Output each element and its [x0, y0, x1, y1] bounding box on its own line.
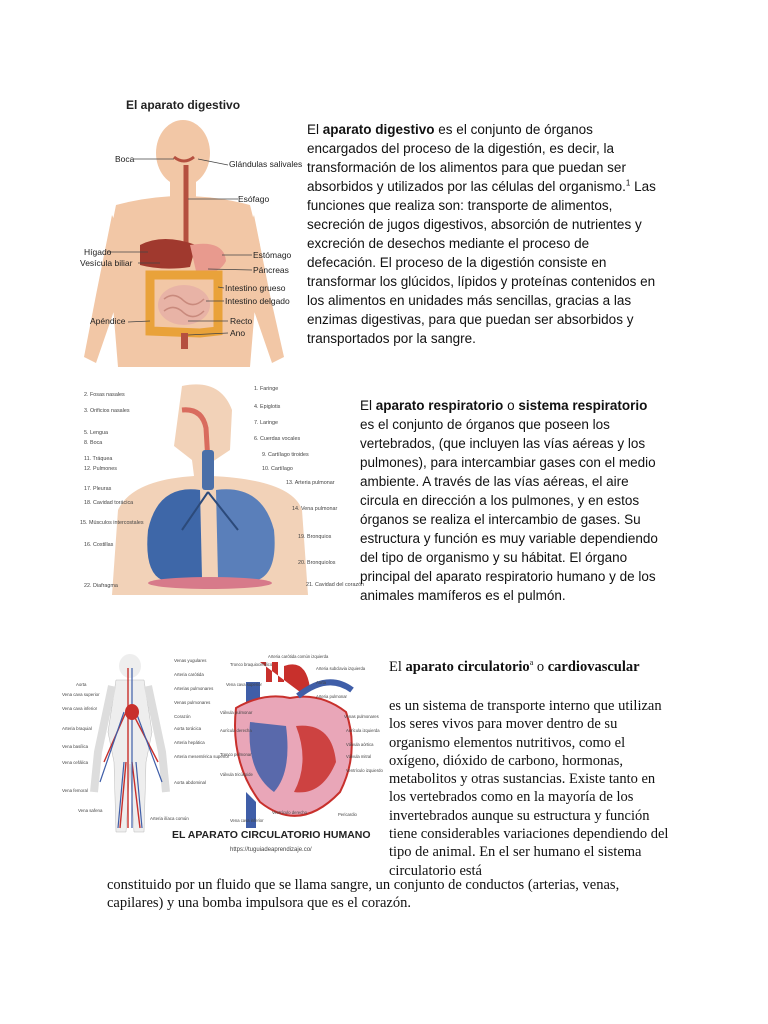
resp-label-right: 14. Vena pulmonar: [292, 506, 338, 512]
label-boca: Boca: [115, 154, 135, 164]
heart-label: Aurícula izquierda: [346, 728, 380, 733]
circ-label: Arteria hepática: [174, 740, 205, 745]
heart-label: Válvula aórtica: [346, 742, 374, 747]
circulatory-figure-title: EL APARATO CIRCULATORIO HUMANO: [172, 829, 371, 841]
trachea-shape: [202, 450, 214, 490]
respiratory-system-figure: [62, 380, 365, 595]
footnote-ref: a: [529, 658, 534, 668]
heart-label: Tronco braquiocefálico: [230, 662, 273, 667]
heart-mini-shape: [125, 704, 139, 720]
text-run: El: [307, 122, 323, 137]
circ-label: Arteria ilíaca común: [150, 816, 189, 821]
label-intestino-grueso: Intestino grueso: [225, 283, 286, 293]
label-pancreas: Páncreas: [253, 265, 289, 275]
resp-label-right: 13. Arteria pulmonar: [286, 480, 335, 486]
term-aparato-digestivo: aparato digestivo: [322, 122, 435, 137]
resp-label-right: 20. Bronquiolos: [298, 560, 336, 566]
circ-label: Vena femoral: [62, 788, 88, 793]
circ-label: Vena safena: [78, 808, 103, 813]
digestive-paragraph: [307, 120, 657, 348]
term-aparato-respiratorio: aparato respiratorio: [375, 398, 504, 413]
heart-label: Venas pulmonares: [344, 714, 379, 719]
resp-label-right: 21. Cavidad del corazón: [306, 582, 365, 588]
resp-label-left: 12. Pulmones: [84, 466, 117, 472]
resp-label-right: 10. Cartílago: [262, 466, 293, 472]
heart-label: Válvula tricúspide: [220, 772, 253, 777]
heart-label: Vena cava superior: [226, 682, 262, 687]
label-glandulas-salivales: Glándulas salivales: [229, 159, 303, 169]
circ-label: Arteria mesentérica superior: [174, 754, 230, 759]
text-run: Las funciones que realiza son: transporte de alimentos, secreción de jugos digestivos, absorción de nutrientes y excreción de desechos mediante el proceso de defecación. El proceso de la digestión consiste en transformar los glúcidos, lípidos y proteínas contenidos en los alimentos en unidades más sencillas, gracias a las enzimas digestivas, para que puedan ser absorbidos y transportados por la sangre.: [307, 179, 656, 346]
circ-label: Vena basílica: [62, 744, 89, 749]
text-run: es el conjunto de órganos encargados del proceso de la digestión, es decir, la transformación de los alimentos para que puedan ser absorbidos y utilizados por las células del organismo.: [307, 122, 626, 194]
circ-label: Vena cava inferior: [62, 706, 98, 711]
heart-label: Arteria subclavia izquierda: [316, 666, 366, 671]
label-estomago: Estómago: [253, 250, 292, 260]
resp-label-left: 15. Músculos intercostales: [80, 520, 144, 526]
respiratory-paragraph: [360, 396, 665, 605]
circulatory-body-text: es un sistema de transporte interno que utilizan los seres vivos para mover dentro de su organismo elementos nutritivos, como el oxígeno, dióxido de carbono, hormonas, metabolitos y otras sustancias. Existe tanto en los vertebrados como en la mayoría de los invertebrados aunque su estructura y función tiene considerables variaciones dependiendo del tipo de animal. En el ser humano el sistema circulatorio está: [389, 698, 669, 879]
resp-label-left: 11. Tráquea: [84, 456, 113, 462]
resp-label-right: 1. Faringe: [254, 386, 279, 392]
circ-label: Aorta: [76, 682, 87, 687]
heart-label: Aorta: [316, 680, 327, 685]
circulatory-paragraph: [389, 697, 669, 880]
liver-shape: [140, 239, 196, 269]
label-recto: Recto: [230, 316, 253, 326]
circ-label: Corazón: [174, 714, 191, 719]
circulatory-system-figure: [60, 652, 383, 862]
resp-label-left: 5. Lengua: [84, 430, 108, 436]
heart-label: Arteria carótida común izquierda: [268, 654, 329, 659]
heart-label: Tronco pulmonar: [220, 752, 252, 757]
circulatory-heading: [389, 658, 679, 677]
circ-label: Venas yugulares: [174, 658, 207, 663]
diaphragm-shape: [148, 577, 272, 589]
heart-label: Pericardio: [338, 812, 357, 817]
heart-label: Ventrículo derecho: [272, 810, 307, 815]
circ-label: Arterias pulmonares: [174, 686, 214, 691]
footnote-ref: 1: [625, 178, 631, 188]
circulatory-paragraph-continuation: [107, 876, 667, 913]
label-vesicula-biliar: Vesícula biliar: [80, 258, 133, 268]
text-run: El: [389, 659, 406, 675]
circ-label: Arteria braquial: [62, 726, 92, 731]
term-cardiovascular: cardiovascular: [547, 659, 640, 675]
resp-label-left: 2. Fosas nasales: [84, 392, 125, 398]
text-run: es el conjunto de órganos que poseen los vertebrados, (que incluyen las vías aéreas y los pulmones), para intercambiar gases con el medio ambiente. A través de las vías aéreas, el aire circula en dirección a los pulmones, y en estos órganos se realiza el intercambio de gases. Su estructura y función es muy variable dependiendo del tipo de organismo y su hábitat. El órgano principal del aparato respiratorio humano y de los animales mamíferos es el pulmón.: [360, 417, 658, 603]
digestive-figure-title: El aparato digestivo: [126, 98, 241, 112]
heart-label: Ventrículo izquierdo: [346, 768, 383, 773]
label-apendice: Apéndice: [90, 316, 126, 326]
resp-label-right: 7. Laringe: [254, 420, 278, 426]
digestive-system-figure: [78, 95, 303, 367]
resp-label-left: 17. Pleuras: [84, 486, 112, 492]
text-run: o: [503, 398, 519, 413]
label-esofago: Esófago: [238, 194, 270, 204]
circ-label: Vena cefálica: [62, 760, 89, 765]
circ-label: Aorta abdominal: [174, 780, 206, 785]
circulatory-figure-url: https://tuguiadeaprendizaje.co/: [230, 847, 312, 853]
small-intestine-shape: [158, 285, 210, 325]
label-ano: Ano: [230, 328, 246, 338]
text-run: El: [360, 398, 376, 413]
label-intestino-delgado: Intestino delgado: [225, 296, 290, 306]
resp-label-left: 3. Orificios nasales: [84, 408, 130, 414]
circ-label: Arteria carótida: [174, 672, 204, 677]
resp-label-left: 22. Diafragma: [84, 583, 118, 589]
resp-label-left: 8. Boca: [84, 440, 103, 446]
resp-label-right: 9. Cartílago tiroides: [262, 452, 309, 458]
resp-label-left: 18. Cavidad torácica: [84, 500, 134, 506]
resp-label-right: 4. Epiglotis: [254, 404, 281, 410]
resp-label-right: 6. Cuerdas vocales: [254, 436, 301, 442]
circulatory-body: [94, 654, 166, 832]
resp-label-right: 19. Bronquios: [298, 534, 332, 540]
circulatory-tail-text: constituido por un fluido que se llama sangre, un conjunto de conductos (arterias, venas, capilares) y una bomba impulsora que es el corazón.: [107, 877, 620, 912]
heart-label: Aurícula derecha: [220, 728, 252, 733]
heart-label: Arteria pulmonar: [316, 694, 347, 699]
term-aparato-circulatorio: aparato circulatorio: [405, 659, 530, 675]
label-higado: Hígado: [84, 247, 112, 257]
circ-label: Aorta torácica: [174, 726, 202, 731]
heart-label: Válvula pulmonar: [220, 710, 253, 715]
circ-label: Venas pulmonares: [174, 700, 211, 705]
heart-label: Vena cava inferior: [230, 818, 264, 823]
circ-label: Vena cava superior: [62, 692, 100, 697]
text-run: o: [533, 659, 548, 675]
heart-label: Válvula mitral: [346, 754, 372, 759]
resp-label-left: 16. Costillas: [84, 542, 114, 548]
term-sistema-respiratorio: sistema respiratorio: [518, 398, 648, 413]
